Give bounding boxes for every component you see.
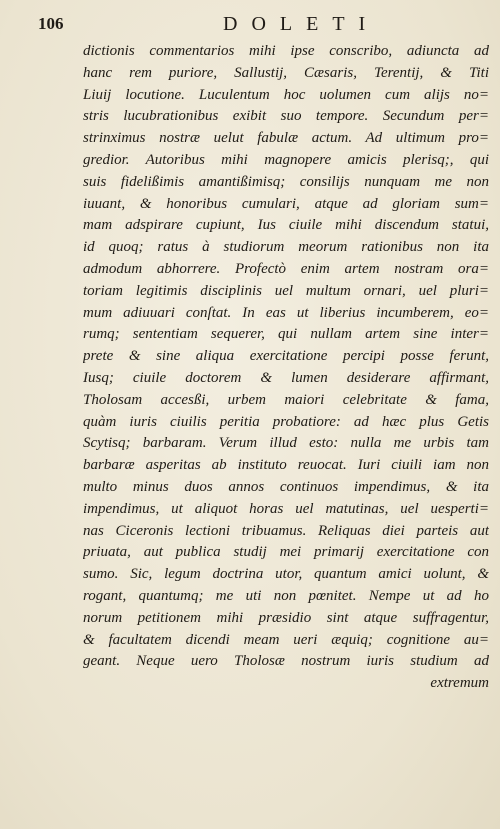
text-line: dictionis commentarios mihi ipse conscribo, adiuncta ad [83,43,489,59]
text-line: stris lucubrationibus exibit suo tempore. Secundum per= [83,108,489,125]
running-head: DOLETI [223,13,380,35]
text-line: Tholosam accesßi, urbem maiori celebritate & fama, [83,391,489,408]
text-line: & facultatem dicendi meam ueri æquiq; cognitione au= [83,631,489,648]
text-line: suis fidelißimis amantißimisq; consilijs nunquam me non [83,173,489,190]
text-line: Liuij locutione. Luculentum hoc uolumen cum alijs no= [83,86,489,103]
page-header [38,14,478,38]
text-line: geant. Neque uero Tholosæ nostrum iuris studium ad [83,653,489,670]
text-line: priuata, aut publica studij mei primarij exercitatione con [83,544,489,561]
text-line: hanc rem puriore, Sallustij, Cæsaris, Terentij, & Titi [83,64,489,81]
text-line: gredior. Autoribus mihi magnopere amicis plerisq;, qui [83,151,489,168]
catchword: extremum [430,675,489,692]
text-line: Iusq; ciuile doctorem & lumen desiderare affirmant, [83,369,489,386]
text-line: id quoq; ratus à studiorum meorum rationibus non ita [83,239,489,256]
text-line: norum petitionem mihi præsidio sint atque suffragentur, [83,609,489,626]
body-text [83,41,489,695]
text-line: mam adspirare cupiunt, Ius ciuile mihi discendum statui, [83,217,489,234]
text-line: prete & sine aliqua exercitatione percipi posse ferunt, [83,348,489,365]
text-line: toriam legitimis disciplinis uel multum ornari, uel pluri= [83,282,489,299]
text-line: nas Ciceronis lectioni tribuamus. Reliquas diei parteis aut [83,522,489,539]
text-line: admodum abhorrere. Profectò enim artem nostram ora= [83,260,489,277]
text-line: barbaræ asperitas ab instituto reuocat. Iuri ciuili iam non [83,457,489,474]
page-number: 106 [38,14,64,33]
text-line: sumo. Sic, legum doctrina utor, quantum amici uolunt, & [83,566,489,583]
text-line: multo minus duos annos continuos impendimus, & ita [83,478,489,495]
text-line: impendimus, ut aliquot horas uel matutinas, uel uesperti= [83,500,489,517]
text-line: strinximus nostræ uelut fabulæ actum. Ad ultimum pro= [83,130,489,147]
text-line: iuuant, & honoribus cumulari, atque ad gloriam sum= [83,195,489,212]
text-line: Scytisq; barbaram. Verum illud esto: nulla me urbis tam [83,435,489,452]
text-line: quàm iuris ciuilis peritia probatiore: ad hæc plus Getis [83,413,489,430]
text-line: rogant, quantumq; me uti non pœnitet. Nempe ut ad ho [83,587,489,604]
text-line: rumq; sententiam sequerer, qui nullam artem sine inter= [83,326,489,343]
text-line: mum adiuuari conſtat. In eas ut liberius incumberem, eo= [83,304,489,321]
